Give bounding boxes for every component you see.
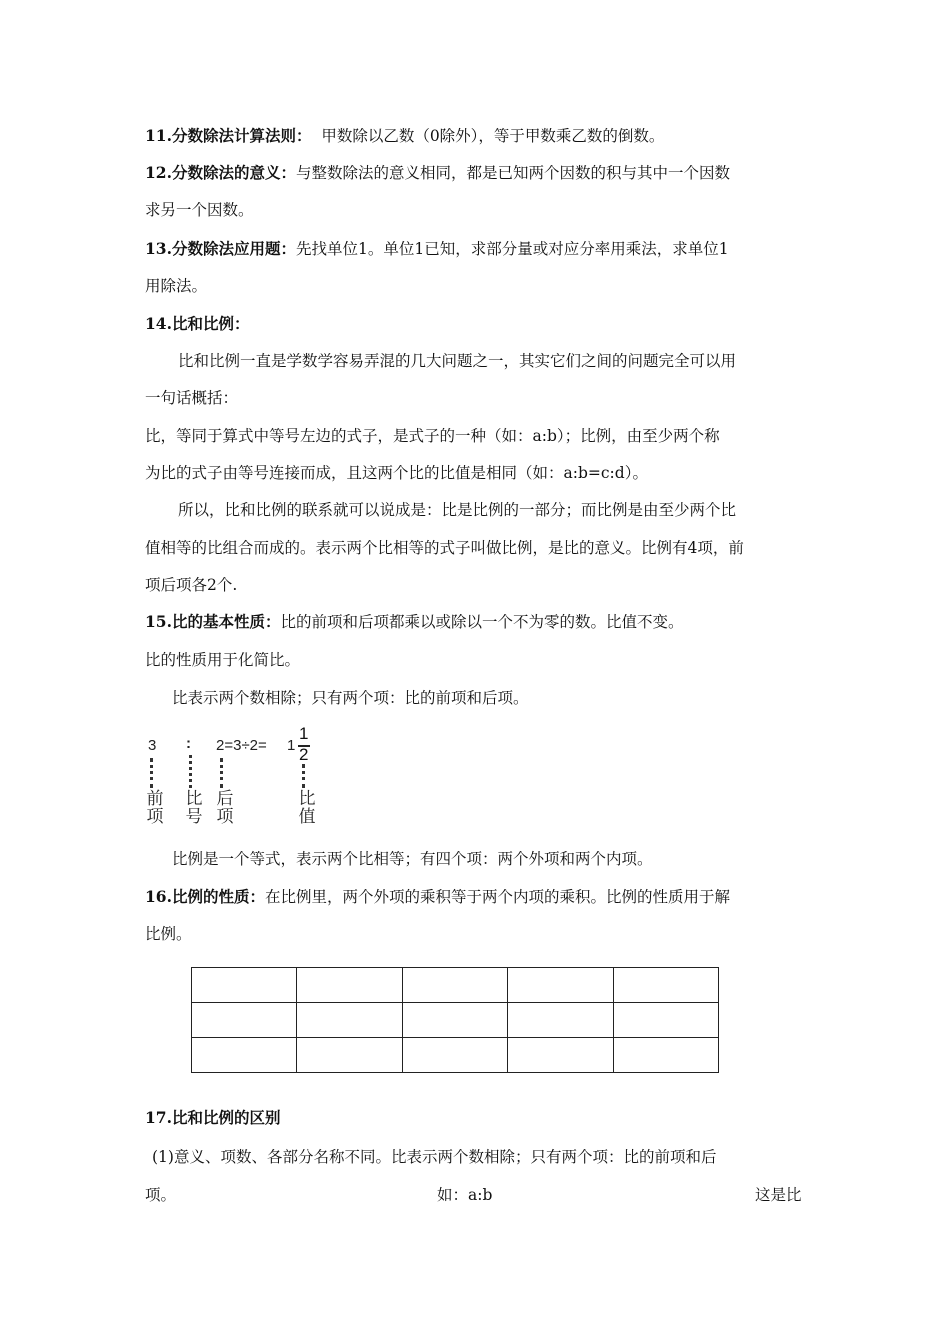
table-cell xyxy=(613,1038,718,1073)
table-cell xyxy=(613,1003,718,1038)
item-15-proportion-note: 比例是一个等式，表示两个比相等；有四个项：两个外项和两个内项。 xyxy=(172,850,653,868)
item-16-text: 在比例里，两个外项的乘积等于两个内项的乘积。比例的性质用于解 xyxy=(264,888,730,906)
diagram-dots-sign xyxy=(189,755,195,788)
diagram-numerator: 1 xyxy=(299,724,309,743)
table-cell xyxy=(192,1003,297,1038)
item-13-text: 先找单位1。单位1已知，求部分量或对应分率用乘法，求单位1 xyxy=(295,240,729,258)
item-16-title: 16.比例的性质： xyxy=(145,887,265,906)
item-15-line2: 比的性质用于化简比。 xyxy=(145,651,301,669)
item-17-line2-right: 这是比 xyxy=(755,1186,802,1204)
table-cell xyxy=(297,968,402,1003)
item-14-para2-line1: 比，等同于算式中等号左边的式子，是式子的一种（如：a:b）；比例，由至少两个称 xyxy=(145,427,720,445)
table-row xyxy=(192,1003,719,1038)
item-12-line2: 求另一个因数。 xyxy=(145,201,254,219)
diagram-expression: 2=3÷2= xyxy=(216,737,267,754)
item-15-title: 15.比的基本性质： xyxy=(145,612,281,631)
item-15-text: 比的前项和后项都乘以或除以一个不为零的数。比值不变。 xyxy=(280,613,684,631)
table-cell xyxy=(402,968,507,1003)
table-cell xyxy=(508,1003,613,1038)
item-14-para1-line1: 比和比例一直是学数学容易弄混的几大问题之一，其实它们之间的问题完全可以用 xyxy=(178,352,737,370)
item-12-line1 xyxy=(145,161,730,183)
item-16-line2: 比例。 xyxy=(145,925,192,943)
table-cell xyxy=(192,968,297,1003)
table-row xyxy=(192,968,719,1003)
table-row xyxy=(192,1038,719,1073)
item-17-line1: (1)意义、项数、各部分名称不同。比表示两个数相除；只有两个项：比的前项和后 xyxy=(152,1148,717,1166)
item-11-text: 甲数除以乙数（0除外），等于甲数乘乙数的倒数。 xyxy=(311,127,665,145)
item-15-line3: 比表示两个数相除；只有两个项：比的前项和后项。 xyxy=(172,689,529,707)
item-14-para1-line2: 一句话概括： xyxy=(145,389,239,407)
item-14-para3-line3: 项后项各2个. xyxy=(145,576,238,594)
diagram-colon: : xyxy=(186,735,191,752)
item-11-title: 11.分数除法计算法则： xyxy=(145,126,312,145)
diagram-label-value: 比值 xyxy=(298,789,316,827)
comparison-table xyxy=(191,967,719,1073)
table-cell xyxy=(508,968,613,1003)
item-13-line1 xyxy=(145,237,729,259)
diagram-dots-value xyxy=(302,764,308,788)
item-14-para3-line2: 值相等的比组合而成的。表示两个比相等的式子叫做比例，是比的意义。比例有4项，前 xyxy=(145,539,744,557)
diagram-front-term: 3 xyxy=(148,737,157,754)
item-11 xyxy=(145,124,664,146)
table-cell xyxy=(192,1038,297,1073)
table-cell xyxy=(297,1038,402,1073)
diagram-dots-back xyxy=(220,758,226,788)
diagram-label-front: 前项 xyxy=(146,789,164,827)
item-14-title: 14.比和比例： xyxy=(145,314,250,333)
item-12-title: 12.分数除法的意义： xyxy=(145,163,296,182)
item-13-line2: 用除法。 xyxy=(145,277,208,295)
table-cell xyxy=(402,1038,507,1073)
item-14-para2-line2: 为比的式子由等号连接而成，且这两个比的比值是相同（如：a:b=c:d）。 xyxy=(145,464,648,482)
item-16-line1 xyxy=(145,885,730,907)
item-13-title: 13.分数除法应用题： xyxy=(145,239,296,258)
item-14-para3-line1: 所以，比和比例的联系就可以说成是：比是比例的一部分；而比例是由至少两个比 xyxy=(178,501,737,519)
table-cell xyxy=(297,1003,402,1038)
table-cell xyxy=(613,968,718,1003)
diagram-dots-front xyxy=(150,758,156,788)
item-17-line2-left: 项。 xyxy=(145,1186,177,1204)
item-12-text: 与整数除法的意义相同，都是已知两个因数的积与其中一个因数 xyxy=(295,164,730,182)
diagram-label-sign: 比号 xyxy=(185,789,203,827)
item-17-title: 17.比和比例的区别 xyxy=(145,1108,281,1127)
table-cell xyxy=(402,1003,507,1038)
item-17-line2-mid: 如：a:b xyxy=(437,1186,493,1204)
diagram-label-back: 后项 xyxy=(216,789,234,827)
diagram-whole: 1 xyxy=(287,737,296,754)
table-cell xyxy=(508,1038,613,1073)
diagram-denominator: 2 xyxy=(299,745,309,764)
item-15-line1 xyxy=(145,610,683,632)
